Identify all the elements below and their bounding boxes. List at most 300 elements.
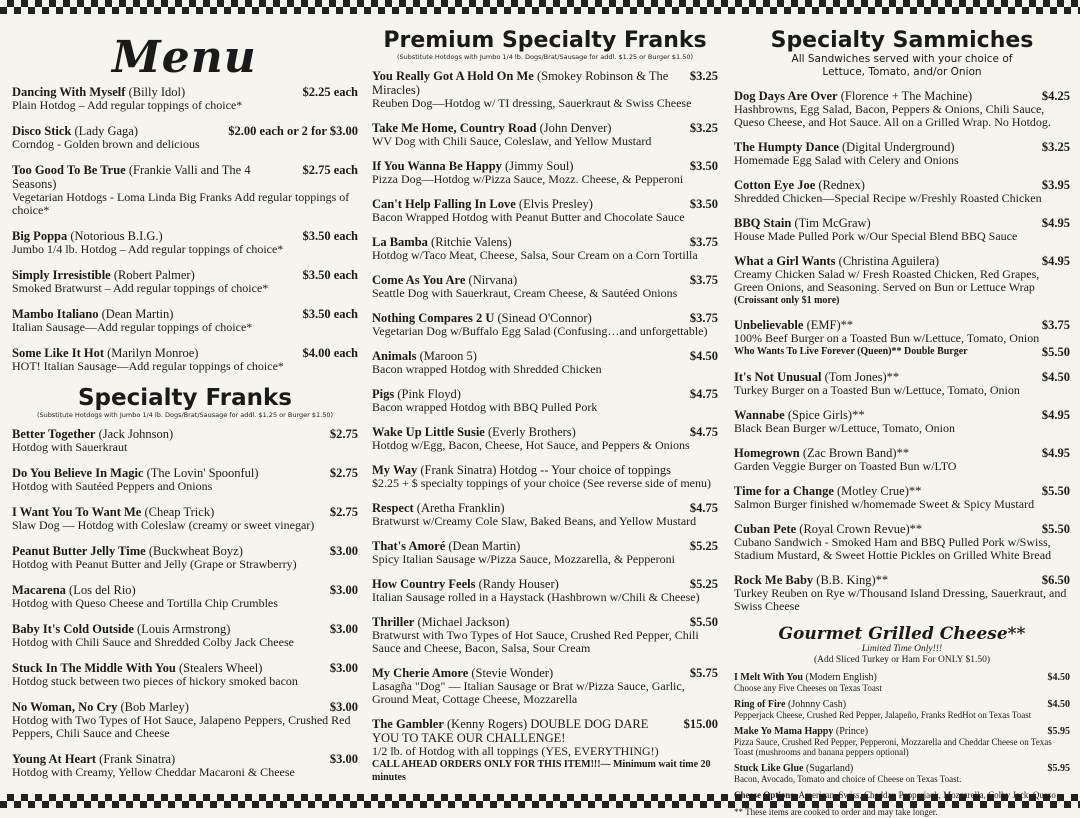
menu-item-price: $4.50 [1041, 370, 1070, 384]
menu-item-name: Disco Stick [12, 124, 72, 138]
menu-item-title [372, 349, 477, 363]
menu-item-name: Big Poppa [12, 229, 68, 243]
sammiches-list [734, 89, 1070, 613]
menu-item-description: Turkey Burger on a Toasted Bun w/Lettuce, Tomato, Onion [734, 383, 1020, 397]
menu-item-name: The Gambler [372, 717, 444, 731]
menu-item-description: Plain Hotdog – Add regular toppings of choice* [12, 98, 243, 112]
menu-item-title [12, 661, 262, 675]
menu-item-price: $4.50 [1047, 672, 1070, 683]
menu-item-name: Peanut Butter Jelly Time [12, 544, 146, 558]
menu-item-price: $3.25 [689, 69, 718, 83]
menu-item-title [372, 577, 559, 591]
menu-item-artist: (Marilyn Monroe) [107, 346, 199, 360]
menu-item-artist: (Prince) [835, 726, 869, 737]
menu-item-description: House Made Pulled Pork w/Our Special Blend BBQ Sauce [734, 229, 1018, 243]
menu-item-title [12, 346, 198, 360]
menu-item-header [734, 318, 1070, 332]
menu-item-header [734, 672, 1070, 683]
menu-item-header [12, 544, 358, 558]
menu-item [12, 124, 358, 151]
menu-item [734, 254, 1070, 307]
menu-item-description: Bratwurst with Two Types of Hot Sauce, Crushed Red Pepper, Chili Sauce and Cheese, Bacon, Salsa, Sour Cream [372, 628, 699, 655]
menu-item-name: Make Yo Mama Happy [734, 726, 834, 737]
menu-item-price: $3.50 each [302, 268, 358, 282]
menu-item-description: $2.25 + $ specialty toppings of your choice (See reverse side of menu) [372, 476, 712, 490]
menu-item-artist: (Elvis Presley) [518, 197, 593, 211]
menu-item-title [372, 387, 461, 401]
menu-item-artist: (Notorious B.I.G.) [70, 229, 163, 243]
menu-item-title [734, 672, 877, 683]
menu-item-header [12, 752, 358, 766]
menu-item [372, 539, 718, 566]
menu-item-artist: (The Lovin' Spoonful) [146, 466, 259, 480]
menu-item-title [12, 307, 173, 321]
menu-item-artist: (Robert Palmer) [113, 268, 195, 282]
menu-item-artist: (Tim McGraw) [794, 216, 871, 230]
menu-item-artist: (Cheap Trick) [144, 505, 215, 519]
menu-item-artist: (Pink Floyd) [397, 387, 461, 401]
menu-item-price: $4.00 each [302, 346, 358, 360]
menu-item-title [372, 501, 505, 515]
menu-item-price: $3.00 [329, 544, 358, 558]
menu-item-price: $4.50 [689, 349, 718, 363]
menu-item-artist: (Tom Jones)** [824, 370, 900, 384]
menu-item-title [734, 408, 865, 422]
menu-item [734, 446, 1070, 473]
menu-item-artist: (Louis Armstrong) [137, 622, 231, 636]
menu-item-header [12, 427, 358, 441]
menu-item [12, 346, 358, 373]
menu-item-name: Stuck Like Glue [734, 763, 804, 774]
menu-item-name: Simply Irresistible [12, 268, 111, 282]
menu-item-header [734, 216, 1070, 230]
menu-item-header [12, 124, 358, 138]
menu-item-price: $4.95 [1041, 408, 1070, 422]
menu-item [12, 622, 358, 649]
menu-item-price: $2.75 [329, 427, 358, 441]
menu-item-name: How Country Feels [372, 577, 476, 591]
menu-item-artist: (Michael Jackson) [417, 615, 510, 629]
menu-item-artist: (Johnny Cash) [787, 699, 847, 710]
menu-item-price: $3.50 [689, 197, 718, 211]
sammiches-subtitle [734, 53, 1070, 79]
menu-item-description: Hotdog w/Taco Meat, Cheese, Salsa, Sour Cream on a Corn Tortilla [372, 248, 698, 262]
menu-item-description: HOT! Italian Sausage—Add regular toppings of choice* [12, 359, 284, 373]
menu-item-price: $4.25 [1041, 89, 1070, 103]
menu-item-price: $4.75 [689, 387, 718, 401]
menu-item-name: Can't Help Falling In Love [372, 197, 516, 211]
menu-item-price: $3.50 each [302, 229, 358, 243]
menu-item-header [734, 699, 1070, 710]
menu-item [12, 505, 358, 532]
menu-item-description: Cubano Sandwich - Smoked Ham and BBQ Pulled Pork w/Swiss, Stadium Mustard, & Sweet Hottie Pickles on Grilled White Bread [734, 535, 1052, 562]
menu-item-description: Homemade Egg Salad with Celery and Onions [734, 153, 959, 167]
menu-item-artist: (Buckwheat Boyz) [148, 544, 243, 558]
menu-item-price: $2.00 each or 2 for $3.00 [228, 124, 358, 138]
menu-item-header [12, 622, 358, 636]
menu-item-name: That's Amoré [372, 539, 446, 553]
menu-item-price: $3.75 [1041, 318, 1070, 332]
menu-item-header [372, 121, 718, 135]
menu-item-title [372, 311, 592, 325]
menu-item-name: Young At Heart [12, 752, 97, 766]
menu-item-artist: (Rednex) [818, 178, 865, 192]
menu-item-title [12, 622, 230, 636]
menu-item [734, 89, 1070, 129]
menu-item-name: Rock Me Baby [734, 573, 814, 587]
menu-item-title [734, 726, 868, 737]
menu-item-artist: (Frank Sinatra) [99, 752, 176, 766]
menu-item-header [12, 229, 358, 243]
menu-item-name: Animals [372, 349, 417, 363]
menu-item-description: Hotdog with Chili Sauce and Shredded Colby Jack Cheese [12, 635, 294, 649]
menu-column-left [12, 22, 358, 788]
specialty-franks-list [12, 427, 358, 779]
menu-item-header [12, 505, 358, 519]
menu-item-name: Wannabe [734, 408, 785, 422]
menu-item [12, 583, 358, 610]
menu-item [372, 387, 718, 414]
menu-item-price: $4.75 [689, 425, 718, 439]
menu-item-artist: (Christina Aguilera) [838, 254, 939, 268]
specialty-franks-note: (Substitute Hotdogs with Jumbo 1/4 lb. Dogs/Brat/Sausage for addl. $1.25 or Burger $1.50) [36, 411, 334, 419]
menu-item [372, 235, 718, 262]
menu-item-artist: (Dean Martin) [448, 539, 521, 553]
menu-item [734, 216, 1070, 243]
menu-item-description: Choose any Five Cheeses on Texas Toast [734, 683, 882, 693]
menu-item-artist: (Smokey Robinson & The Miracles) [372, 69, 669, 97]
menu-item-name: Dog Days Are Over [734, 89, 838, 103]
menu-item-name: Unbelievable [734, 318, 804, 332]
grilled-cheese-title: Gourmet Grilled Cheese** [778, 624, 1026, 644]
menu-item-header [12, 346, 358, 360]
menu-item-description: Hotdog with Peanut Butter and Jelly (Grape or Strawberry) [12, 557, 297, 571]
menu-item-description: Hashbrowns, Egg Salad, Bacon, Peppers & Onions, Chili Sauce, Queso Cheese, and Hot Sauce. All on a Grilled Wrap. No Hotdog. [734, 102, 1051, 129]
menu-item-price: $4.50 [1047, 699, 1070, 710]
menu-item-description: WV Dog with Chili Sauce, Coleslaw, and Yellow Mustard [372, 134, 652, 148]
premium-franks-list [372, 69, 718, 784]
menu-item-artist: (Nirvana) [468, 273, 518, 287]
menu-item-title [734, 573, 888, 587]
menu-item-name: It's Not Unusual [734, 370, 822, 384]
menu-item-price: $5.50 [689, 615, 718, 629]
menu-item-artist: (Zac Brown Band)** [802, 446, 910, 460]
menu-item-header [372, 666, 718, 680]
menu-item-name: My Way [372, 463, 418, 477]
menu-item-artist: (Aretha Franklin) [416, 501, 505, 515]
menu-item-price: $5.50 [1041, 522, 1070, 536]
menu-item-title [12, 427, 173, 441]
menu-item-title [372, 615, 509, 629]
menu-item-name: Better Together [12, 427, 96, 441]
menu-item-artist: (Frankie Valli and The 4 Seasons) [12, 163, 251, 191]
menu-column-middle [372, 22, 718, 788]
menu-item-title [372, 197, 593, 211]
menu-item-title [734, 522, 922, 536]
menu-item-artist: (Modern English) [805, 672, 877, 683]
menu-item-artist: (Digital Underground) [842, 140, 955, 154]
menu-item-price: $4.95 [1041, 216, 1070, 230]
menu-item-title [12, 163, 296, 191]
menu-item-title [372, 121, 611, 135]
menu-item-name: I Melt With You [734, 672, 803, 683]
menu-item-description: Black Bean Burger w/Lettuce, Tomato, Onion [734, 421, 955, 435]
menu-item-price: $5.25 [689, 539, 718, 553]
menu-item-title [372, 273, 517, 287]
menu-item-title [372, 539, 520, 553]
menu-item-price: $3.00 [329, 752, 358, 766]
menu-item-header [734, 408, 1070, 422]
menu-item-name: If You Wanna Be Happy [372, 159, 502, 173]
menu-item-name: La Bamba [372, 235, 428, 249]
menu-item-description: Corndog - Golden brown and delicious [12, 137, 200, 151]
menu-item-header [372, 273, 718, 287]
menu-item [734, 318, 1070, 359]
menu-item-name: Mambo Italiano [12, 307, 99, 321]
menu-item-description: Smoked Bratwurst – Add regular toppings of choice* [12, 281, 269, 295]
menu-item-price: $5.95 [1047, 726, 1070, 737]
sammiches-sub-line2: Lettuce, Tomato, and/or Onion [822, 66, 982, 78]
menu-item-title [734, 89, 972, 103]
menu-item-title [734, 216, 871, 230]
menu-item-name: Macarena [12, 583, 66, 597]
menu-item-header [372, 717, 718, 745]
menu-item-price: $6.50 [1041, 573, 1070, 587]
menu-item-price: $3.50 each [302, 307, 358, 321]
grilled-cheese-list [734, 672, 1070, 784]
menu-item-header [12, 466, 358, 480]
menu-item-header [734, 573, 1070, 587]
menu-item-name: Take Me Home, Country Road [372, 121, 537, 135]
menu-item-price: $3.00 [329, 583, 358, 597]
menu-item [734, 672, 1070, 693]
menu-item-header [372, 577, 718, 591]
menu-item-price: $5.50 [1041, 484, 1070, 498]
menu-item-header [734, 89, 1070, 103]
menu-item-artist: (Kenny Rogers) DOUBLE DOG DARE YOU TO TAKE OUR CHALLENGE! [372, 717, 649, 745]
menu-item-description: Bacon Wrapped Hotdog with Peanut Butter and Chocolate Sauce [372, 210, 685, 224]
menu-item-name: Too Good To Be True [12, 163, 126, 177]
menu-item-artist: (Motley Crue)** [837, 484, 922, 498]
cheese-options [734, 790, 1070, 801]
grilled-cheese-addon: (Add Sliced Turkey or Ham For ONLY $1.50) [813, 655, 991, 665]
menu-item-title [372, 159, 573, 173]
menu-item-artist: (Jack Johnson) [98, 427, 174, 441]
menu-item-header [12, 163, 358, 191]
menu-item-description: Vegetarian Dog w/Buffalo Egg Salad (Confusing…and unforgettable) [372, 324, 708, 338]
menu-item-price: $5.75 [689, 666, 718, 680]
menu-item-artist: (Dean Martin) [101, 307, 174, 321]
menu-item-extra [734, 345, 1070, 359]
menu-item [12, 661, 358, 688]
menu-item-description: Hotdog with Sautéed Peppers and Onions [12, 479, 213, 493]
menu-item [734, 573, 1070, 613]
menu-item-title [372, 235, 512, 249]
menu-item-header [372, 463, 718, 477]
menu-item-price: $3.00 [329, 661, 358, 675]
menu-item [372, 615, 718, 655]
menu-item [372, 501, 718, 528]
menu-item [372, 666, 718, 706]
menu-item-header [372, 387, 718, 401]
menu-item-price: $2.75 [329, 505, 358, 519]
menu-item-extra [734, 294, 1070, 307]
menu-item [12, 163, 358, 217]
menu-item-description: Hotdog with Two Types of Hot Sauce, Jalapeno Peppers, Crushed Red Peppers, Chili Sauce and Cheese [12, 713, 351, 740]
menu-item-name: What a Girl Wants [734, 254, 836, 268]
menu-item-header [372, 311, 718, 325]
menu-item-artist: (Bob Marley) [120, 700, 189, 714]
menu-item-artist: (Stevie Wonder) [471, 666, 554, 680]
menu-item-price: $3.75 [689, 273, 718, 287]
menu-item-title [12, 583, 136, 597]
menu-item-artist: (EMF)** [806, 318, 854, 332]
menu-item-artist: (B.B. King)** [816, 573, 889, 587]
menu-item-extra-text: Who Wants To Live Forever (Queen)** Double Burger [734, 346, 968, 357]
menu-column-right [734, 22, 1070, 817]
menu-item-price: $4.95 [1041, 446, 1070, 460]
menu-item-title [734, 178, 865, 192]
menu-item [734, 726, 1070, 757]
menu-item [12, 85, 358, 112]
menu-item-title [372, 425, 576, 439]
menu-item-header [734, 446, 1070, 460]
menu-item-name: The Humpty Dance [734, 140, 839, 154]
menu-item-header [734, 522, 1070, 536]
menu-item-extra-price: $5.50 [1041, 345, 1070, 359]
menu-item-description: Bacon wrapped Hotdog with Shredded Chicken [372, 362, 602, 376]
menu-item-price: $3.75 [689, 311, 718, 325]
menu-item [734, 178, 1070, 205]
menu-item [372, 425, 718, 452]
menu-item-description: Slaw Dog — Hotdog with Coleslaw (creamy or sweet vinegar) [12, 518, 315, 532]
menu-item-artist: (Spice Girls)** [787, 408, 865, 422]
menu-item-description: Spicy Italian Sausage w/Pizza Sauce, Mozzarella, & Pepperoni [372, 552, 675, 566]
menu-item [12, 752, 358, 779]
menu-item-description: Bacon, Avocado, Tomato and choice of Cheese on Texas Toast. [734, 774, 962, 784]
menu-item-price: $3.00 [329, 622, 358, 636]
menu-item-price: $3.25 [689, 121, 718, 135]
menu-item [734, 408, 1070, 435]
menu-item-name: Respect [372, 501, 414, 515]
menu-title: Menu [112, 32, 257, 83]
menu-item [372, 69, 718, 110]
menu-item-artist: (Frank Sinatra) Hotdog -- Your choice of toppings [420, 463, 672, 477]
menu-item-artist: (Lady Gaga) [74, 124, 139, 138]
menu-item-description: Turkey Reuben on Rye w/Thousand Island Dressing, Sauerkraut, and Swiss Cheese [734, 586, 1067, 613]
grilled-cheese-subtitle [734, 644, 1070, 666]
menu-item [372, 311, 718, 338]
menu-item-description: Pizza Sauce, Crushed Red Pepper, Pepperoni, Mozzarella and Cheddar Cheese on Texas Toast (mushrooms and banana peppers optional) [734, 737, 1052, 757]
menu-item [372, 577, 718, 604]
menu-item-header [372, 425, 718, 439]
menu-item-title [372, 666, 553, 680]
menu-item-title [12, 124, 138, 138]
menu-item-name: Stuck In The Middle With You [12, 661, 176, 675]
menu-item-description: Shredded Chicken—Special Recipe w/Freshly Roasted Chicken [734, 191, 1042, 205]
menu-item [12, 466, 358, 493]
menu-item [372, 349, 718, 376]
sammiches-sub-line1: All Sandwiches served with your choice of [791, 53, 1013, 65]
menu-item-name: Pigs [372, 387, 395, 401]
menu-item-header [12, 661, 358, 675]
menu-item-description: 100% Beef Burger on a Toasted Bun w/Lettuce, Tomato, Onion [734, 331, 1040, 345]
menu-item-price: $3.95 [1041, 178, 1070, 192]
menu-item [12, 700, 358, 740]
menu-item-title [12, 752, 175, 766]
premium-franks-note: (Substitute Hotdogs with Jumbo 1/4 lb. Dogs/Brat/Sausage for addl. $1.25 or Burger $1.50) [396, 53, 694, 61]
menu-item-description: Italian Sausage—Add regular toppings of choice* [12, 320, 253, 334]
menu-item-description: Reuben Dog—Hotdog w/ TI dressing, Sauerkraut & Swiss Cheese [372, 96, 692, 110]
menu-item-header [372, 539, 718, 553]
menu-item-title [372, 463, 671, 477]
menu-item-price: $3.25 [1041, 140, 1070, 154]
menu-item-description: Creamy Chicken Salad w/ Fresh Roasted Chicken, Red Grapes, Green Onions, and Seasoning. Served on Bun or Lettuce Wrap [734, 267, 1040, 294]
menu-item-artist: (Florence + The Machine) [840, 89, 973, 103]
menu-item-price: $5.25 [689, 577, 718, 591]
menu-item-artist: (Jimmy Soul) [505, 159, 574, 173]
menu-item-name: Thriller [372, 615, 415, 629]
menu-item-name: Ring of Fire [734, 699, 786, 710]
cheese-options-list: American, Swiss, Cheddar, Pepperjack, Mozzarella, Colby Jack, Queso [798, 790, 1056, 800]
menu-item-title [12, 229, 163, 243]
menu-item-artist: (Royal Crown Revue)** [799, 522, 923, 536]
menu-item-name: Cotton Eye Joe [734, 178, 816, 192]
sammiches-title: Specialty Sammiches [770, 28, 1034, 53]
menu-item-header [734, 254, 1070, 268]
menu-item-price: $2.75 [329, 466, 358, 480]
menu-item-description: Seattle Dog with Sauerkraut, Cream Cheese, & Sautéed Onions [372, 286, 678, 300]
menu-item-artist: (Billy Idol) [128, 85, 186, 99]
menu-item [12, 229, 358, 256]
menu-item-header [12, 700, 358, 714]
menu-item-description: Hotdog w/Egg, Bacon, Cheese, Hot Sauce, and Peppers & Onions [372, 438, 690, 452]
menu-item-price: $3.00 [329, 700, 358, 714]
menu-item-artist: (Everly Brothers) [488, 425, 576, 439]
cooked-to-order-note: ** These items are cooked to order and may take longer. [734, 807, 938, 817]
menu-item-name: Do You Believe In Magic [12, 466, 144, 480]
menu-item-artist: (Ritchie Valens) [431, 235, 512, 249]
menu-item-title [12, 85, 185, 99]
cheese-options-label: Cheese Options: [734, 790, 797, 800]
menu-item-name: I Want You To Want Me [12, 505, 142, 519]
menu-item-name: Baby It's Cold Outside [12, 622, 134, 636]
menu-item [372, 197, 718, 224]
menu-item-artist: (Maroon 5) [419, 349, 477, 363]
menu-item-header [734, 178, 1070, 192]
menu-item-header [12, 268, 358, 282]
menu-item-title [12, 700, 189, 714]
menu-item-price: $2.75 each [302, 163, 358, 177]
menu-item-price: $4.75 [689, 501, 718, 515]
menu-item-description: Hotdog with Sauerkraut [12, 440, 128, 454]
menu-item [372, 717, 718, 784]
menu-item [734, 140, 1070, 167]
menu-item-price: $4.95 [1041, 254, 1070, 268]
menu-item-name: BBQ Stain [734, 216, 792, 230]
menu-item-artist: (Randy Houser) [478, 577, 559, 591]
menu-item [734, 699, 1070, 720]
menu-item-name: Some Like It Hot [12, 346, 105, 360]
menu-item-name: Dancing With Myself [12, 85, 126, 99]
menu-item [734, 370, 1070, 397]
menu-item-description: Vegetarian Hotdogs - Loma Linda Big Franks Add regular toppings of choice* [12, 190, 350, 217]
menu-item-price: $5.95 [1047, 763, 1070, 774]
menu-item [372, 463, 718, 490]
menu-item [734, 522, 1070, 562]
menu-item-title [734, 140, 955, 154]
menu-item-description: Salmon Burger finished w/homemade Sweet & Spicy Mustard [734, 497, 1035, 511]
